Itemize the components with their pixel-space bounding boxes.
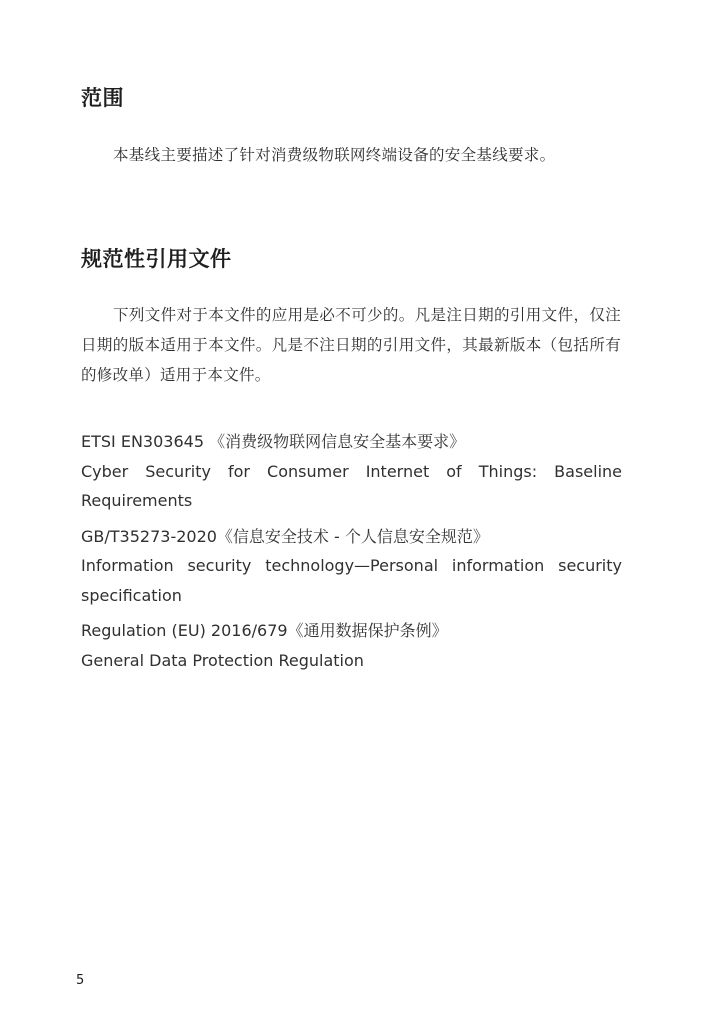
- reference-english-title-continued: specification: [81, 585, 182, 605]
- reference-code: GB/T35273-2020《信息安全技术 - 个人信息安全规范》: [81, 526, 489, 546]
- reference-english-title: General Data Protection Regulation: [81, 650, 364, 670]
- reference-item: [81, 522, 622, 611]
- reference-item: [81, 616, 622, 675]
- reference-code: ETSI EN303645 《消费级物联网信息安全基本要求》: [81, 432, 466, 451]
- reference-list: [81, 427, 622, 675]
- reference-code: Regulation (EU) 2016/679《通用数据保护条例》: [81, 621, 448, 640]
- reference-english-title-continued: Requirements: [81, 491, 193, 510]
- section-heading-normative-references: 规范性引用文件: [81, 247, 232, 271]
- section-heading-scope: 范围: [81, 86, 124, 110]
- page-number: 5: [76, 973, 85, 988]
- reference-english-title: Information security technology—Personal information security: [81, 556, 622, 575]
- reference-item: [81, 427, 622, 516]
- scope-paragraph: 本基线主要描述了针对消费级物联网终端设备的安全基线要求。: [113, 146, 556, 164]
- references-intro-paragraph: 下列文件对于本文件的应用是必不可少的。凡是注日期的引用文件，仅注日期的版本适用于本文件。凡是不注日期的引用文件，其最新版本（包括所有的修改单）适用于本文件。: [81, 306, 621, 384]
- reference-english-title: Cyber Security for Consumer Internet of Things: Baseline: [81, 461, 622, 481]
